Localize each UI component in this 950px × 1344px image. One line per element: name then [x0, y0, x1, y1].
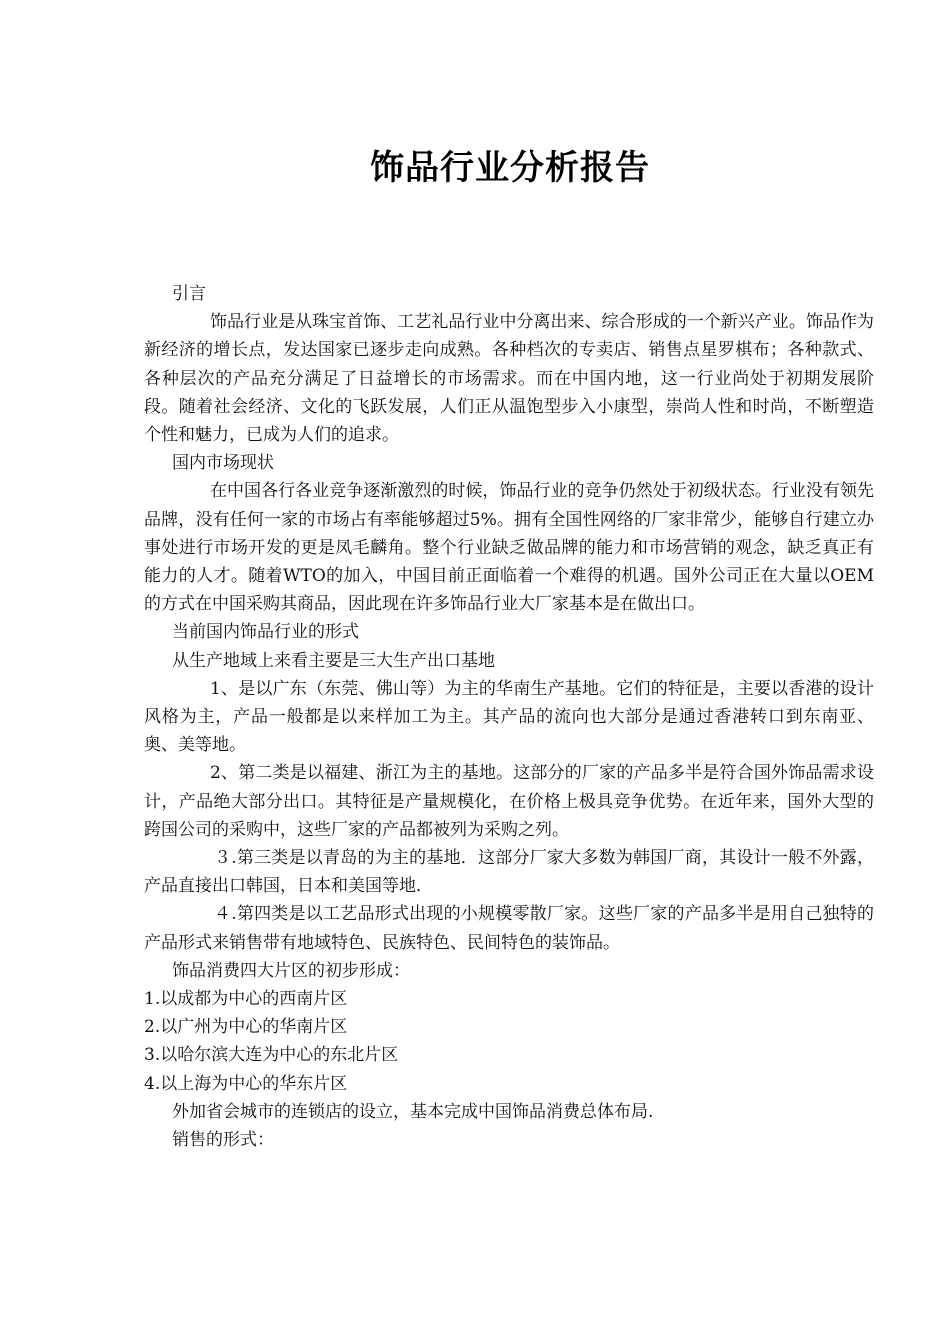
- paragraph-base-4: ４.第四类是以工艺品形式出现的小规模零散厂家。这些厂家的产品多半是用自己独特的产品形式来销售带有地域特色、民族特色、民间特色的装饰品。: [144, 904, 874, 953]
- paragraph-base-3: ３.第三类是以青岛的为主的基地．这部分厂家大多数为韩国厂商，其设计一般不外露，产品直接出口韩国，日本和美国等地．: [144, 848, 874, 897]
- list-item-region: 4.以上海为中心的华东片区: [144, 1073, 348, 1094]
- page-title: 饰品行业分析报告: [370, 148, 650, 188]
- section-heading-regions: 饰品消费四大片区的初步形成：: [172, 960, 410, 981]
- paragraph-base-2: 2、第二类是以福建、浙江为主的基地。这部分的厂家的产品多半是符合国外饰品需求设计，产品绝大部分出口。其特征是产量规模化，在价格上极具竞争优势。在近年来，国外大型的跨国公司的采购中，这些厂家的产品都被列为采购之列。: [144, 763, 874, 840]
- section-heading-forms: 当前国内饰品行业的形式: [172, 622, 359, 643]
- document-body: [144, 280, 874, 1154]
- paragraph-market: 在中国各行各业竞争逐渐激烈的时候，饰品行业的竞争仍然处于初级状态。行业没有领先品牌，没有任何一家的市场占有率能够超过5%。拥有全国性网络的厂家非常少，能够自行建立办事处进行市场开发的更是凤毛麟角。整个行业缺乏做品牌的能力和市场营销的观念，缺乏真正有能力的人才。随着WTO的加入，中国目前正面临着一个难得的机遇。国外公司正在大量以OEM的方式在中国采购其商品，因此现在许多饰品行业大厂家基本是在做出口。: [144, 481, 874, 615]
- section-heading-sales: 销售的形式：: [172, 1130, 274, 1151]
- list-item-region: 1.以成都为中心的西南片区: [144, 989, 348, 1010]
- paragraph-base-1: 1、是以广东（东莞、佛山等）为主的华南生产基地。它们的特征是，主要以香港的设计风格为主，产品一般都是以来样加工为主。其产品的流向也大部分是通过香港转口到东南亚、奥、美等地。: [144, 678, 874, 756]
- paragraph-chain-note: 外加省会城市的连锁店的设立，基本完成中国饰品消费总体布局.: [172, 1101, 654, 1122]
- list-item-region: 3.以哈尔滨大连为中心的东北片区: [144, 1045, 399, 1066]
- section-heading-intro: 引言: [172, 284, 206, 304]
- section-heading-bases: 从生产地域上来看主要是三大生产出口基地: [172, 650, 495, 671]
- section-heading-market: 国内市场现状: [172, 453, 274, 474]
- paragraph-intro: 饰品行业是从珠宝首饰、工艺礼品行业中分离出来、综合形成的一个新兴产业。饰品作为新经济的增长点，发达国家已逐步走向成熟。各种档次的专卖店、销售点星罗棋布；各种款式、各种层次的产品充分满足了日益增长的市场需求。而在中国内地，这一行业尚处于初期发展阶段。随着社会经济、文化的飞跃发展，人们正从温饱型步入小康型，崇尚人性和时尚，不断塑造个性和魅力，已成为人们的追求。: [144, 312, 874, 446]
- list-item-region: 2.以广州为中心的华南片区: [144, 1017, 348, 1038]
